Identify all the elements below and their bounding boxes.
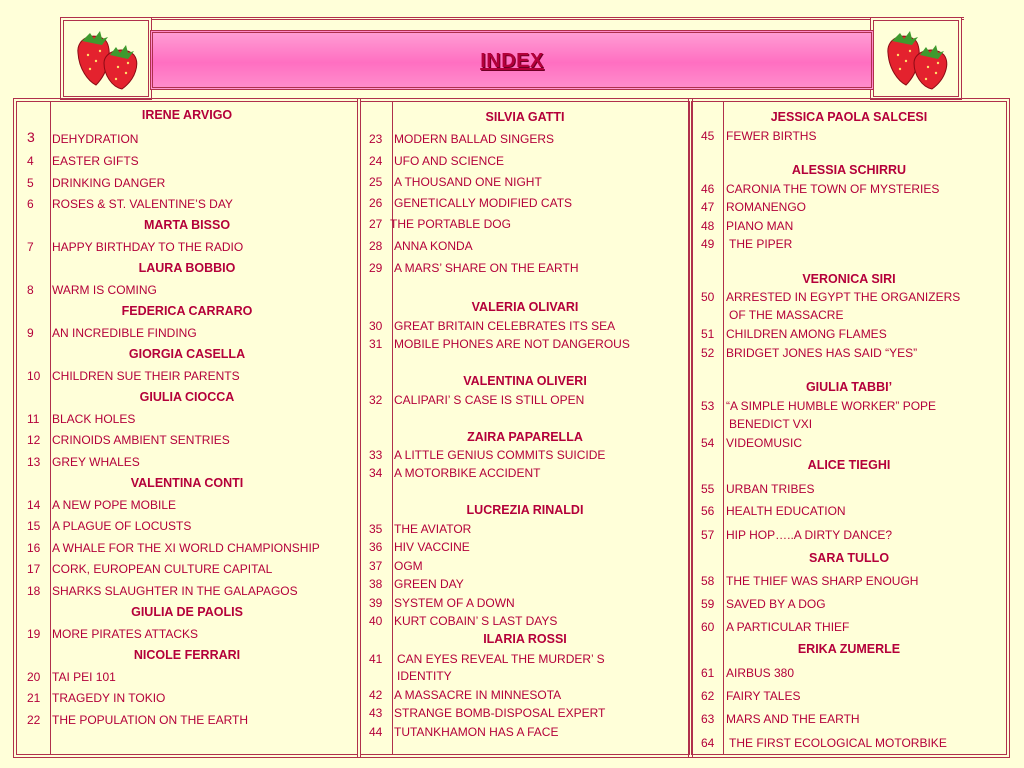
article-number: 15 [27,519,41,533]
author-heading: FEDERICA CARRARO [121,304,253,318]
article-number: 55 [701,482,715,496]
article-number: 44 [369,725,383,739]
article-title: TUTANKHAMON HAS A FACE [394,725,559,739]
article-title: A MARS’ SHARE ON THE EARTH [394,261,579,275]
article-title: MARS AND THE EARTH [726,712,860,726]
author-heading: GIULIA DE PAOLIS [131,605,243,619]
article-number: 5 [27,176,34,190]
article-title: EASTER GIFTS [52,154,139,168]
article-number: 3 [27,129,35,145]
article-number: 31 [369,337,383,351]
article-title: TRAGEDY IN TOKIO [52,691,166,705]
author-heading: VALENTINA OLIVERI [463,374,587,388]
article-number: 58 [701,574,715,588]
article-title: AIRBUS 380 [726,666,795,680]
article-number: 6 [27,197,34,211]
number-divider [392,102,393,754]
article-number: 52 [701,346,715,360]
article-title: ARRESTED IN EGYPT THE ORGANIZERS [726,290,961,304]
article-title: CRINOIDS AMBIENT SENTRIES [52,433,230,447]
author-heading: SARA TULLO [808,551,890,565]
author-heading: ZAIRA PAPARELLA [467,430,583,444]
title-banner [150,30,874,90]
article-title: CHILDREN AMONG FLAMES [726,327,887,341]
article-number: 9 [27,326,34,340]
article-title: THE AVIATOR [394,522,472,536]
author-heading: IRENE ARVIGO [141,108,233,122]
article-number: 11 [27,412,40,426]
article-title: PIANO MAN [726,219,794,233]
article-title: MODERN BALLAD SINGERS [394,132,555,146]
article-title: AN INCREDIBLE FINDING [52,326,197,340]
author-heading: ALESSIA SCHIRRU [791,163,907,177]
article-title: A MASSACRE IN MINNESOTA [394,688,562,702]
article-title: ROMANENGO [726,200,807,214]
article-number: 54 [701,436,715,450]
article-number: 43 [369,706,383,720]
left-corner-box [60,17,152,100]
author-heading: JESSICA PAOLA SALCESI [770,110,928,124]
author-heading: VERONICA SIRI [802,272,896,286]
article-title: UFO AND SCIENCE [394,154,505,168]
article-number: 59 [701,597,715,611]
article-title: A THOUSAND ONE NIGHT [394,175,542,189]
author-heading: LUCREZIA RINALDI [466,503,584,517]
article-title: A NEW POPE MOBILE [52,498,177,512]
article-number: 21 [27,691,41,705]
article-title: MORE PIRATES ATTACKS [52,627,199,641]
article-title: HEALTH EDUCATION [726,504,846,518]
article-title: STRANGE BOMB-DISPOSAL EXPERT [394,706,606,720]
article-title: CAN EYES REVEAL THE MURDER’ S [397,652,605,666]
author-heading: GIULIA CIOCCA [139,390,235,404]
author-heading: ERIKA ZUMERLE [797,642,901,656]
article-title: DRINKING DANGER [52,176,166,190]
article-number: 57 [701,528,715,542]
article-number: 38 [369,577,383,591]
right-corner-box [870,17,962,100]
article-title: GREY WHALES [52,455,140,469]
article-number: 40 [369,614,383,628]
index-column-1 [13,98,361,758]
article-number: 19 [27,627,41,641]
article-title: SHARKS SLAUGHTER IN THE GALAPAGOS [52,584,298,598]
article-title: A PARTICULAR THIEF [726,620,850,634]
index-column-3 [688,98,1010,758]
article-number: 45 [701,129,715,143]
article-number: 51 [701,327,715,341]
article-number: 41 [369,652,383,666]
article-number: 8 [27,283,34,297]
article-title: CALIPARI’ S CASE IS STILL OPEN [394,393,585,407]
article-number: 49 [701,237,715,251]
article-number: 24 [369,154,383,168]
article-number: 39 [369,596,383,610]
article-number: 47 [701,200,715,214]
article-title-continuation: IDENTITY [397,669,452,683]
article-number: 60 [701,620,715,634]
article-number: 30 [369,319,383,333]
article-number: 7 [27,240,34,254]
article-title: A MOTORBIKE ACCIDENT [394,466,541,480]
article-number: 22 [27,713,41,727]
article-title: HIP HOP…..A DIRTY DANCE? [726,528,893,542]
article-title: A WHALE FOR THE XI WORLD CHAMPIONSHIP [52,541,320,555]
article-number: 20 [27,670,41,684]
article-number: 34 [369,466,383,480]
article-title: FEWER BIRTHS [726,129,817,143]
strawberry-icon [66,23,146,94]
article-title: ANNA KONDA [394,239,473,253]
article-title: THE PORTABLE DOG [390,217,511,231]
article-title: DEHYDRATION [52,132,139,146]
article-number: 17 [27,562,41,576]
article-number: 37 [369,559,383,573]
article-number: 26 [369,196,383,210]
article-number: 63 [701,712,715,726]
author-heading: GIULIA TABBI’ [805,380,893,394]
article-title: A PLAGUE OF LOCUSTS [52,519,192,533]
article-title: A LITTLE GENIUS COMMITS SUICIDE [394,448,606,462]
article-number: 4 [27,154,34,168]
article-number: 56 [701,504,715,518]
article-number: 53 [701,399,715,413]
author-heading: ILARIA ROSSI [483,632,567,646]
article-number: 64 [701,736,715,750]
article-number: 36 [369,540,383,554]
article-title: SAVED BY A DOG [726,597,826,611]
author-heading: LAURA BOBBIO [138,261,236,275]
article-number: 23 [369,132,383,146]
article-number: 16 [27,541,41,555]
article-title: HAPPY BIRTHDAY TO THE RADIO [52,240,244,254]
article-title: GREAT BRITAIN CELEBRATES ITS SEA [394,319,616,333]
article-title: THE THIEF WAS SHARP ENOUGH [726,574,919,588]
article-number: 42 [369,688,383,702]
article-title: “A SIMPLE HUMBLE WORKER” POPE [726,399,937,413]
author-heading: SILVIA GATTI [485,110,565,124]
article-title: CHILDREN SUE THEIR PARENTS [52,369,240,383]
article-number: 32 [369,393,383,407]
article-title: CORK, EUROPEAN CULTURE CAPITAL [52,562,273,576]
strawberry-icon [876,23,956,94]
article-number: 10 [27,369,41,383]
author-heading: VALERIA OLIVARI [471,300,579,314]
article-number: 61 [701,666,715,680]
article-title: SYSTEM OF A DOWN [394,596,515,610]
article-title: CARONIA THE TOWN OF MYSTERIES [726,182,940,196]
article-title: VIDEOMUSIC [726,436,803,450]
article-title: HIV VACCINE [394,540,470,554]
article-title: THE FIRST ECOLOGICAL MOTORBIKE [729,736,947,750]
article-number: 18 [27,584,41,598]
author-heading: NICOLE FERRARI [133,648,241,662]
article-title: TAI PEI 101 [52,670,116,684]
frame-line-top [60,17,964,23]
article-title-continuation: OF THE MASSACRE [729,308,844,322]
article-title: OGM [394,559,423,573]
article-number: 29 [369,261,383,275]
article-number: 14 [27,498,41,512]
article-number: 50 [701,290,715,304]
article-title: GENETICALLY MODIFIED CATS [394,196,573,210]
article-number: 35 [369,522,383,536]
article-title: ROSES & ST. VALENTINE’S DAY [52,197,233,211]
author-heading: ALICE TIEGHI [807,458,891,472]
article-title: MOBILE PHONES ARE NOT DANGEROUS [394,337,630,351]
article-title: WARM IS COMING [52,283,157,297]
article-number: 28 [369,239,383,253]
article-number: 12 [27,433,41,447]
article-title: URBAN TRIBES [726,482,815,496]
article-title: BRIDGET JONES HAS SAID “YES” [726,346,918,360]
author-heading: VALENTINA CONTI [130,476,244,490]
article-title: BLACK HOLES [52,412,136,426]
article-number: 62 [701,689,715,703]
article-title: KURT COBAIN’ S LAST DAYS [394,614,558,628]
article-title: GREEN DAY [394,577,464,591]
article-title: THE PIPER [729,237,793,251]
article-number: 48 [701,219,715,233]
article-number: 13 [27,455,41,469]
article-number: 33 [369,448,383,462]
index-column-2 [357,98,693,758]
author-heading: GIORGIA CASELLA [128,347,246,361]
page-title: INDEX [480,50,544,72]
article-title-continuation: BENEDICT VXI [729,417,813,431]
article-number: 25 [369,175,383,189]
article-title: FAIRY TALES [726,689,801,703]
article-number: 27 [369,217,383,231]
article-title: THE POPULATION ON THE EARTH [52,713,249,727]
article-number: 46 [701,182,715,196]
author-heading: MARTA BISSO [143,218,231,232]
number-divider [723,102,724,754]
